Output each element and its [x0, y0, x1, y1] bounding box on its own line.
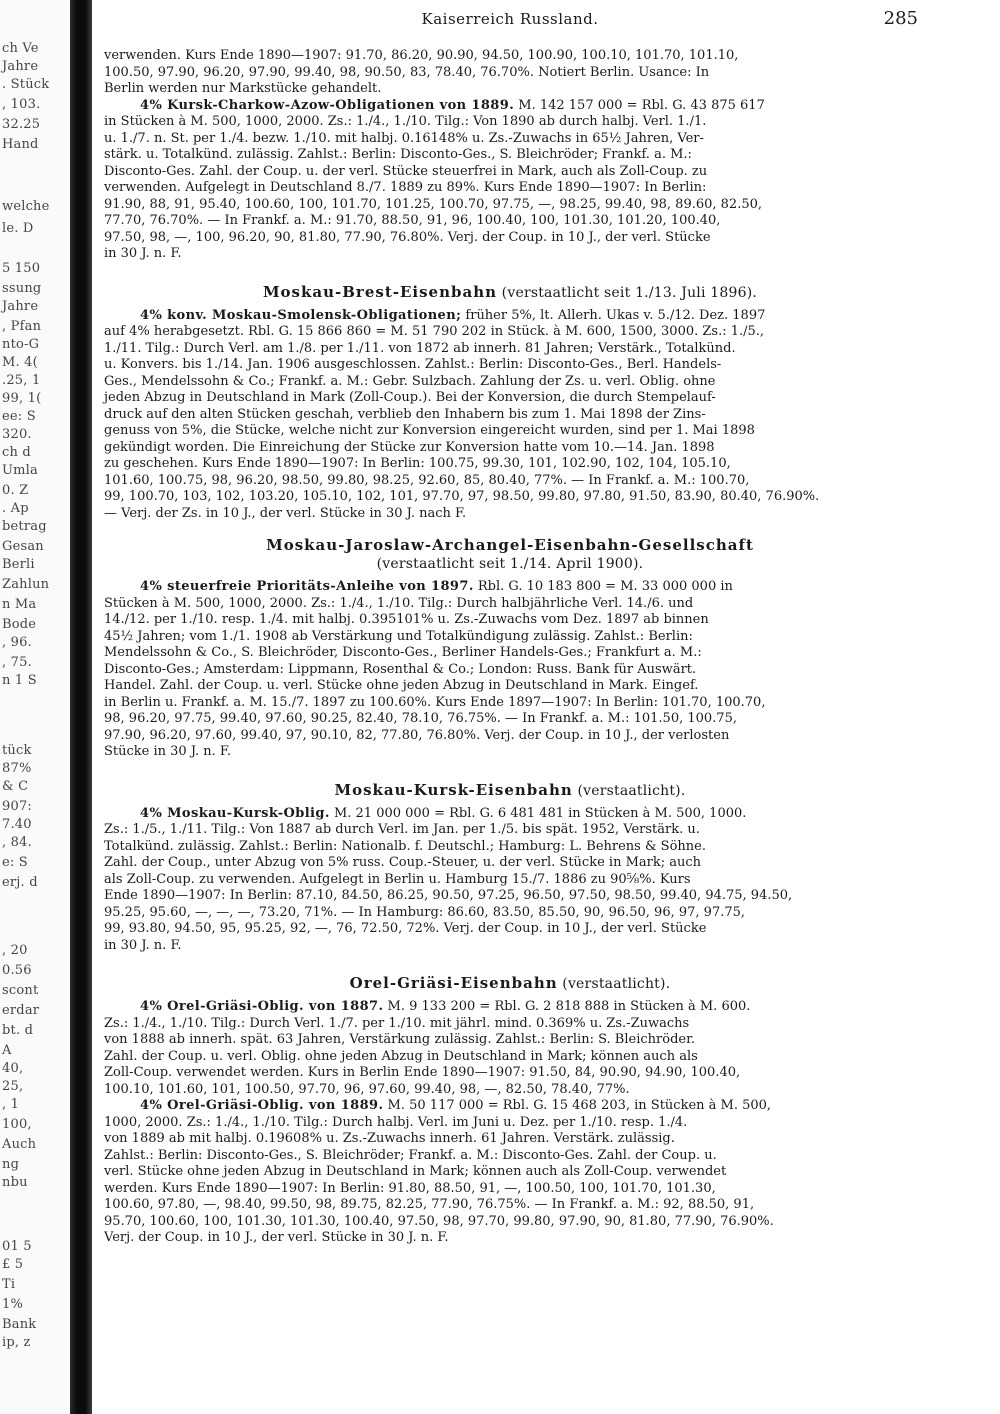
adjacent-page-text: n 1 S: [2, 673, 37, 688]
adjacent-page-text: . Stück: [2, 77, 50, 92]
section-subtitle: (verstaatlicht seit 1./14. April 1900).: [376, 556, 644, 572]
adjacent-page-text: 01 5: [2, 1239, 32, 1254]
adjacent-page-text: ssung: [2, 281, 42, 296]
entry-moskau-kursk: [104, 806, 916, 955]
text-line: 77.70, 76.70%. — In Frankf. a. M.: 91.70, 88.50, 91, 96, 100.40, 100, 101.30, 101.20, 100.40,: [104, 213, 721, 228]
adjacent-page-text: 100,: [2, 1117, 32, 1132]
text-line: in 30 J. n. F.: [104, 937, 182, 953]
text-span: M. 50 117 000 = Rbl. G. 15 468 203, in Stücken à M. 500,: [383, 1098, 772, 1113]
adjacent-page-text: M. 4(: [2, 355, 38, 370]
text-span: Rbl. G. 10 183 800 = M. 33 000 000 in: [473, 579, 733, 594]
adjacent-page-text: welche: [2, 199, 50, 214]
text-span: M. 142 157 000 = Rbl. G. 43 875 617: [514, 97, 765, 113]
text-line: 1./11. Tilg.: Durch Verl. am 1./8. per 1./11. von 1872 ab innerh. 81 Jahren; Verstärk., Totalkünd.: [104, 340, 736, 356]
entry-orel-1889: [104, 1098, 916, 1247]
text-line: u. Konvers. bis 1./14. Jan. 1906 ausgeschlossen. Zahlst.: Berlin: Disconto-Ges., Berl. Handels-: [104, 357, 722, 372]
adjacent-page-text: scont: [2, 983, 39, 998]
adjacent-page-text: n Ma: [2, 597, 37, 612]
text-line: Verj. der Coup. in 10 J., der verl. Stücke in 30 J. n. F.: [104, 1230, 449, 1245]
text-line: Zahlst.: Berlin: Disconto-Ges., S. Bleichröder; Frankf. a. M.: Disconto-Ges. Zahl. der Coup. u.: [104, 1147, 717, 1163]
adjacent-page-text: Jahre: [2, 59, 39, 74]
adjacent-page-text: Bode: [2, 617, 37, 632]
text-line: Disconto-Ges.; Amsterdam: Lippmann, Rosenthal & Co.; London: Russ. Bank für Auswärt.: [104, 661, 697, 677]
entry-moskau-smolensk: [104, 308, 916, 523]
text-line: 101.60, 100.75, 98, 96.20, 98.50, 99.80, 98.25, 92.60, 85, 80.40, 77%. — In Frankf. a. M.: 100.70,: [104, 472, 750, 488]
text-line: [104, 806, 916, 823]
adjacent-page-text: ch Ve: [2, 41, 39, 56]
text-line: Stücken à M. 500, 1000, 2000. Zs.: 1./4., 1./10. Tilg.: Durch halbjährliche Verl. 14./6. und: [104, 595, 694, 611]
text-span: früher 5%, lt. Allerh. Ukas v. 5./12. Dez. 1897: [461, 307, 766, 323]
text-line: in Stücken à M. 500, 1000, 2000. Zs.: 1./4., 1./10. Tilg.: Von 1890 ab durch halbj. Verl. 1./1.: [104, 114, 707, 129]
text-line: gekündigt worden. Die Einreichung der Stücke zur Konversion hatte vom 10.—14. Jan. 1898: [104, 439, 715, 455]
text-line: auf 4% herabgesetzt. Rbl. G. 15 866 860 = M. 51 790 202 in Stück. à M. 600, 1500, 3000. Zs.: 1./5.,: [104, 324, 765, 339]
entry-heading: 4% Moskau-Kursk-Oblig.: [140, 805, 330, 821]
text-line: Ges., Mendelssohn & Co.; Frankf. a. M.: Gebr. Sulzbach. Zahlung der Zs. u. verl. Oblig. ohne: [104, 373, 716, 389]
section-title-jaroslaw: Moskau-Jaroslaw-Archangel-Eisenbahn-Gesellschaft: [266, 536, 754, 554]
text-line: in Berlin u. Frankf. a. M. 15./7. 1897 zu 100.60%. Kurs Ende 1897—1907: In Berlin: 101.70, 100.70,: [104, 694, 766, 710]
text-line: 100.10, 101.60, 101, 100.50, 97.70, 96, 97.60, 99.40, 98, —, 82.50, 78.40, 77%.: [104, 1081, 630, 1097]
book-gutter: [70, 0, 92, 1414]
text-line: 99, 93.80, 94.50, 95, 95.25, 92, —, 76, 72.50, 72%. Verj. der Coup. in 10 J., der verl. Stücke: [104, 921, 707, 936]
adjacent-page-text: betrag: [2, 519, 47, 534]
text-line: Handel. Zahl. der Coup. u. verl. Stücke ohne jeden Abzug in Deutschland in Mark. Eingef.: [104, 678, 699, 693]
running-head: Kaiserreich Russland.: [421, 10, 599, 28]
text-line: 98, 96.20, 97.75, 99.40, 97.60, 90.25, 82.40, 78.10, 76.75%. — In Frankf. a. M.: 101.50, 100.75,: [104, 711, 737, 726]
adjacent-page-text: ip, z: [2, 1335, 31, 1350]
adjacent-page-text: 320.: [2, 427, 32, 442]
adjacent-page-text: Auch: [2, 1137, 37, 1152]
text-line: 95.70, 100.60, 100, 101.30, 101.30, 100.40, 97.50, 98, 97.70, 99.80, 97.90, 90, 81.80, 77.90, 76.90%.: [104, 1213, 774, 1229]
section-title-brest: [104, 283, 916, 302]
section-title-kursk: [104, 781, 916, 800]
text-line: druck auf den alten Stücken geschah, verblieb den Inhabern bis zum 1. Mai 1898 der Zins-: [104, 406, 706, 422]
text-line: [104, 579, 916, 596]
text-line: [104, 308, 916, 325]
text-line: — Verj. der Zs. in 10 J., der verl. Stücke in 30 J. nach F.: [104, 505, 467, 521]
text-line: 45½ Jahren; vom 1./1. 1908 ab Verstärkung und Totalkündigung zulässig. Zahlst.: Berlin:: [104, 628, 693, 644]
adjacent-page-text: Umla: [2, 463, 38, 478]
adjacent-page-text: , 20: [2, 943, 28, 958]
entry-heading: 4% steuerfreie Prioritäts-Anleihe von 1897.: [140, 579, 474, 594]
adjacent-page-text: Zahlun: [2, 577, 50, 592]
adjacent-page-text: 0.56: [2, 963, 32, 978]
adjacent-page-text: .25, 1: [2, 373, 41, 388]
text-line: verl. Stücke ohne jeden Abzug in Deutschland in Mark; können auch als Zoll-Coup. verwendet: [104, 1164, 727, 1179]
page-number: 285: [883, 8, 918, 29]
continued-entry: [104, 48, 916, 98]
text-line: [104, 98, 916, 115]
adjacent-page-text: erj. d: [2, 875, 38, 890]
section-subtitle-line: [104, 554, 916, 573]
adjacent-page-text: , Pfan: [2, 319, 42, 334]
text-line: Ende 1890—1907: In Berlin: 87.10, 84.50, 86.25, 90.50, 97.25, 96.50, 97.50, 98.50, 99.40, 94.75, 94.50,: [104, 888, 793, 903]
adjacent-page-text: , 84.: [2, 835, 32, 850]
adjacent-page-text: £ 5: [2, 1257, 24, 1272]
section-title-orel: [104, 974, 916, 993]
adjacent-page-text: nto-G: [2, 337, 40, 352]
adjacent-page-text: ee: S: [2, 409, 36, 424]
text-line: 99, 100.70, 103, 102, 103.20, 105.10, 102, 101, 97.70, 97, 98.50, 99.80, 97.80, 91.50, 83.90, 80.40, 76.90%.: [104, 489, 820, 504]
adjacent-page-text: 7.40: [2, 817, 32, 832]
adjacent-page-text: bt. d: [2, 1023, 34, 1038]
text-line: zu geschehen. Kurs Ende 1890—1907: In Berlin: 100.75, 99.30, 101, 102.90, 102, 104, 105.10,: [104, 456, 731, 471]
text-span: M. 21 000 000 = Rbl. G. 6 481 481 in Stücken à M. 500, 1000.: [329, 805, 747, 821]
entry-heading: 4% konv. Moskau-Smolensk-Obligationen;: [140, 307, 462, 323]
text-line: von 1889 ab mit halbj. 0.19608% u. Zs.-Zuwachs innerh. 61 Jahren. Verstärk. zulässig.: [104, 1131, 675, 1146]
text-line: genuss von 5%, die Stücke, welche nicht zur Konversion eingereicht wurden, sind per 1. Mai 1898: [104, 423, 755, 438]
adjacent-page-text: 87%: [2, 761, 32, 776]
page-header: [104, 8, 916, 48]
text-line: 91.90, 88, 91, 95.40, 100.60, 100, 101.70, 101.25, 100.70, 97.75, —, 98.25, 99.40, 98, 89.60, 82.50,: [104, 196, 763, 212]
section-title-text: Moskau-Kursk-Eisenbahn: [334, 780, 573, 799]
text-line: werden. Kurs Ende 1890—1907: In Berlin: 91.80, 88.50, 91, —, 100.50, 100, 101.70, 101.30,: [104, 1180, 716, 1196]
text-line: [104, 999, 916, 1016]
adjacent-page-text: , 103.: [2, 97, 41, 112]
adjacent-page-text: Bank: [2, 1317, 37, 1332]
text-line: Stücke in 30 J. n. F.: [104, 744, 232, 759]
text-line: 100.50, 97.90, 96.20, 97.90, 99.40, 98, 90.50, 83, 78.40, 76.70%. Notiert Berlin. Usance: In: [104, 64, 710, 80]
adjacent-page-text: 25,: [2, 1079, 24, 1094]
section-subtitle: (verstaatlicht).: [572, 782, 686, 799]
adjacent-page-text: le. D: [2, 221, 34, 236]
adjacent-page-text: 1%: [2, 1297, 24, 1312]
text-line: Zs.: 1./5., 1./11. Tilg.: Von 1887 ab durch Verl. im Jan. per 1./5. bis spät. 1952, Verstärk. u.: [104, 822, 700, 837]
adjacent-page-text: 40,: [2, 1061, 24, 1076]
adjacent-page-text: nbu: [2, 1175, 28, 1190]
adjacent-page-text: , 75.: [2, 655, 32, 670]
text-line: 95.25, 95.60, —, —, —, 73.20, 71%. — In Hamburg: 86.60, 83.50, 85.50, 90, 96.50, 96, 97, 97.75,: [104, 904, 746, 920]
adjacent-page-text: tück: [2, 743, 32, 758]
text-line: u. 1./7. n. St. per 1./4. bezw. 1./10. mit halbj. 0.16148% u. Zs.-Zuwachs in 65½ Jahren, Ver-: [104, 130, 704, 146]
section-title-text: Moskau-Brest-Eisenbahn: [262, 282, 498, 301]
page-content: [104, 8, 916, 1247]
text-line: 97.50, 98, —, 100, 96.20, 90, 81.80, 77.90, 76.80%. Verj. der Coup. in 10 J., der verl. Stücke: [104, 229, 711, 245]
adjacent-page-text: 99, 1(: [2, 391, 42, 406]
adjacent-page-text: , 96.: [2, 635, 32, 650]
text-span: M. 9 133 200 = Rbl. G. 2 818 888 in Stücken à M. 600.: [383, 999, 751, 1014]
text-line: Mendelssohn & Co., S. Bleichröder, Disconto-Ges., Berliner Handels-Ges.; Frankfurt a. M.:: [104, 645, 702, 660]
text-line: Zs.: 1./4., 1./10. Tilg.: Durch Verl. 1./7. per 1./10. mit jährl. mind. 0.369% u. Zs.-Zuwachs: [104, 1015, 690, 1031]
text-line: als Zoll-Coup. zu verwenden. Aufgelegt in Berlin u. Hamburg 15./7. 1886 zu 90⅝%. Kurs: [104, 871, 691, 887]
entry-jaroslaw: [104, 579, 916, 761]
text-line: Berlin werden nur Markstücke gehandelt.: [104, 81, 382, 96]
entry-orel-1887: [104, 999, 916, 1098]
entry-kursk-charkow: [104, 98, 916, 263]
adjacent-page-text: Jahre: [2, 299, 39, 314]
adjacent-page-text: Ti: [2, 1277, 16, 1292]
text-line: Disconto-Ges. Zahl. der Coup. u. der verl. Stücke steuerfrei in Mark, auch als Zoll-Coup. zu: [104, 163, 708, 179]
adjacent-page-text: ng: [2, 1157, 20, 1172]
text-line: jeden Abzug in Deutschland in Mark (Zoll-Coup.). Bei der Konversion, die durch Stempelauf-: [104, 390, 716, 405]
adjacent-page-text: erdar: [2, 1003, 40, 1018]
text-line: stärk. u. Totalkünd. zulässig. Zahlst.: Berlin: Disconto-Ges., S. Bleichröder; Frankf. a. M.:: [104, 147, 692, 162]
text-line: verwenden. Aufgelegt in Deutschland 8./7. 1889 zu 89%. Kurs Ende 1890—1907: In Berlin:: [104, 180, 707, 195]
text-line: in 30 J. n. F.: [104, 246, 182, 261]
adjacent-page-text: Gesan: [2, 539, 44, 554]
section-subtitle: (verstaatlicht seit 1./13. Juli 1896).: [497, 284, 758, 301]
adjacent-page-text: & C: [2, 779, 29, 794]
adjacent-page-text: . Ap: [2, 501, 29, 516]
section-title-text: Orel-Griäsi-Eisenbahn: [349, 974, 558, 992]
entry-heading: 4% Orel-Griäsi-Oblig. von 1887.: [140, 999, 384, 1014]
text-line: [104, 1098, 916, 1115]
adjacent-page-text: , 1: [2, 1097, 20, 1112]
text-line: 97.90, 96.20, 97.60, 99.40, 97, 90.10, 82, 77.80, 76.80%. Verj. der Coup. in 10 J., der verlosten: [104, 727, 730, 743]
adjacent-page-text: 32.25: [2, 117, 41, 132]
text-line: verwenden. Kurs Ende 1890—1907: 91.70, 86.20, 90.90, 94.50, 100.90, 100.10, 101.70, 101.10,: [104, 48, 739, 63]
adjacent-page-text: A: [2, 1043, 12, 1058]
adjacent-page-text: 5 150: [2, 261, 41, 276]
adjacent-page-text: 0. Z: [2, 483, 29, 498]
entry-heading: 4% Kursk-Charkow-Azow-Obligationen von 1889.: [140, 97, 515, 113]
text-line: Zoll-Coup. verwendet werden. Kurs in Berlin Ende 1890—1907: 91.50, 84, 90.90, 94.90, 100.40,: [104, 1065, 741, 1080]
text-line: 1000, 2000. Zs.: 1./4., 1./10. Tilg.: Durch halbj. Verl. im Juni u. Dez. per 1./10. resp. 1./4.: [104, 1114, 688, 1130]
section-subtitle: (verstaatlicht).: [557, 976, 671, 992]
adjacent-page-text: e: S: [2, 855, 28, 870]
text-line: Zahl. der Coup. u. verl. Oblig. ohne jeden Abzug in Deutschland in Mark; können auch als: [104, 1048, 698, 1064]
text-line: 14./12. per 1./10. resp. 1./4. mit halbj. 0.395101% u. Zs.-Zuwachs vom Dez. 1897 ab binnen: [104, 612, 709, 627]
text-line: Totalkünd. zulässig. Zahlst.: Berlin: Nationalb. f. Deutschl.; Hamburg: L. Behrens & Söhne.: [104, 838, 706, 854]
text-line: Zahl. der Coup., unter Abzug von 5% russ. Coup.-Steuer, u. der verl. Stücke in Mark; auch: [104, 855, 702, 870]
text-line: 100.60, 97.80, —, 98.40, 99.50, 98, 89.75, 82.25, 77.90, 76.75%. — In Frankf. a. M.: 92, 88.50, 91,: [104, 1197, 755, 1212]
adjacent-page-text: Berli: [2, 557, 35, 572]
entry-heading: 4% Orel-Griäsi-Oblig. von 1889.: [140, 1098, 384, 1113]
text-line: von 1888 ab innerh. spät. 63 Jahren, Verstärkung zulässig. Zahlst.: Berlin: S. Bleichröder.: [104, 1032, 695, 1047]
adjacent-page-fragment: [0, 0, 70, 1414]
adjacent-page-text: Hand: [2, 137, 39, 152]
adjacent-page-text: ch d: [2, 445, 31, 460]
adjacent-page-text: 907:: [2, 799, 32, 814]
